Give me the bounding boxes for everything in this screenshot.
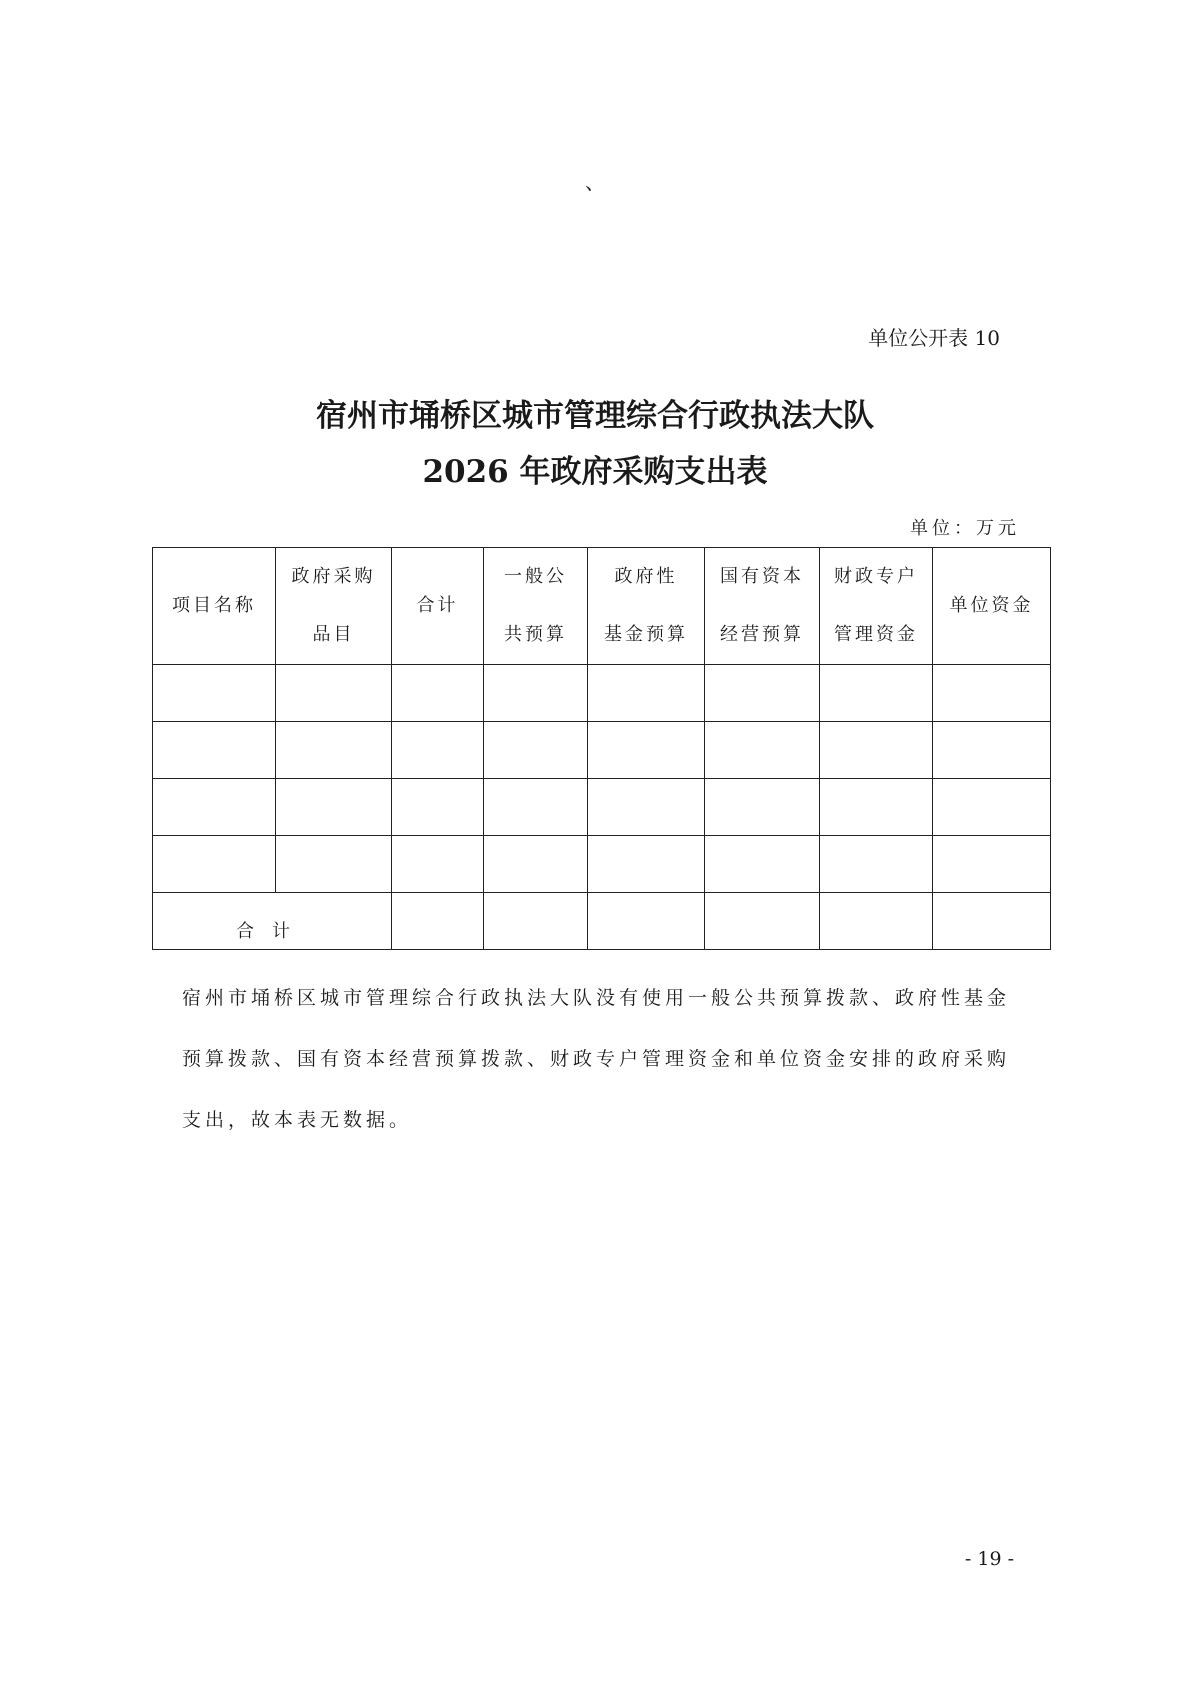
- procurement-table: [152, 547, 1051, 950]
- total-label: 合计: [236, 921, 308, 942]
- table-cell: [933, 779, 1051, 836]
- table-cell: [705, 722, 820, 779]
- table-cell: [153, 779, 276, 836]
- table-cell: [588, 779, 705, 836]
- header-cell: 国有资本 经营预算: [705, 548, 820, 665]
- table-cell: [484, 779, 588, 836]
- table-cell: [484, 722, 588, 779]
- table-cell: [588, 722, 705, 779]
- header-cell: 一般公 共预算: [484, 548, 588, 665]
- total-label-cell: [153, 893, 392, 950]
- table-row: [153, 779, 1051, 836]
- total-cell: [484, 893, 588, 950]
- table-cell: [392, 836, 484, 893]
- table-cell: [588, 665, 705, 722]
- page-number: - 19 -: [964, 1548, 1014, 1570]
- table-cell: [820, 836, 933, 893]
- explanatory-note: 宿州市埇桥区城市管理综合行政执法大队没有使用一般公共预算拨款、政府性基金预算拨款、国有资本经营预算拨款、财政专户管理资金和单位资金安排的政府采购支出，故本表无数据。: [182, 987, 1011, 1131]
- table-cell: [588, 836, 705, 893]
- table-cell: [153, 722, 276, 779]
- table-cell: [276, 779, 392, 836]
- header-cell: 合计: [392, 548, 484, 665]
- table-cell: [392, 779, 484, 836]
- table-cell: [153, 665, 276, 722]
- table-cell: [820, 722, 933, 779]
- form-label: 单位公开表 10: [868, 326, 1000, 350]
- table-cell: [484, 836, 588, 893]
- header-cell: 政府采购 品目: [276, 548, 392, 665]
- table-header-row: [153, 548, 1051, 665]
- unit-label: 单位：万元: [910, 518, 1020, 539]
- header-cell: 项目名称: [153, 548, 276, 665]
- table-total-row: [153, 893, 1051, 950]
- total-cell: [820, 893, 933, 950]
- top-mark: 、: [585, 170, 605, 194]
- table-cell: [276, 722, 392, 779]
- total-cell: [933, 893, 1051, 950]
- table-cell: [705, 665, 820, 722]
- table-cell: [705, 836, 820, 893]
- table-cell: [933, 722, 1051, 779]
- total-cell: [588, 893, 705, 950]
- table-row: [153, 836, 1051, 893]
- table-cell: [705, 779, 820, 836]
- table-cell: [933, 665, 1051, 722]
- table-cell: [392, 722, 484, 779]
- table-cell: [392, 665, 484, 722]
- document-title-line2: 2026 年政府采购支出表: [422, 454, 768, 490]
- total-cell: [705, 893, 820, 950]
- table-cell: [820, 665, 933, 722]
- table-cell: [484, 665, 588, 722]
- table-row: [153, 722, 1051, 779]
- table-cell: [153, 836, 276, 893]
- header-cell: 财政专户 管理资金: [820, 548, 933, 665]
- table-row: [153, 665, 1051, 722]
- table-cell: [276, 836, 392, 893]
- document-title-line1: 宿州市埇桥区城市管理综合行政执法大队: [316, 398, 874, 434]
- header-cell: 政府性 基金预算: [588, 548, 705, 665]
- table-cell: [820, 779, 933, 836]
- table-cell: [276, 665, 392, 722]
- total-cell: [392, 893, 484, 950]
- table-cell: [933, 836, 1051, 893]
- header-cell: 单位资金: [933, 548, 1051, 665]
